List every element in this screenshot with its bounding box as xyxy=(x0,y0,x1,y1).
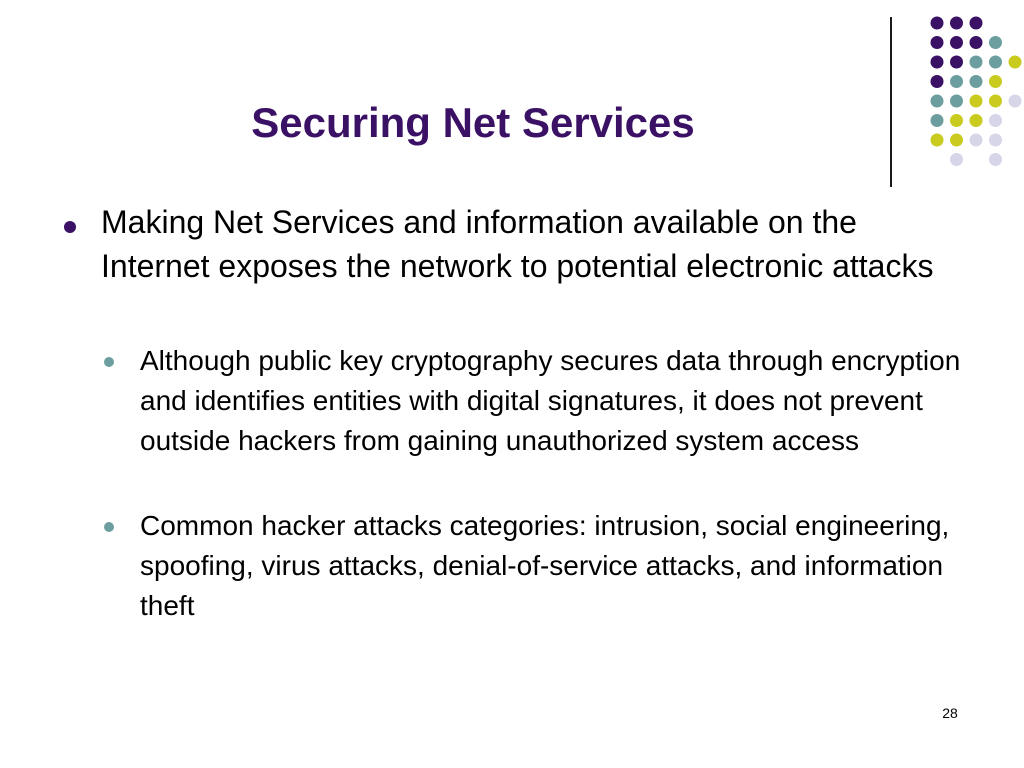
sub-bullet-item: Common hacker attacks categories: intrusion, social engineering, spoofing, virus attacks, denial-of-service attacks, and information theft xyxy=(140,510,950,621)
page-number: 28 xyxy=(942,705,958,721)
slide-title: Securing Net Services xyxy=(251,99,695,146)
bullet-item: Making Net Services and information available on the Internet exposes the network to potential electronic attacks xyxy=(101,204,934,284)
sub-bullet-item: Although public key cryptography secures data through encryption and identifies entities with digital signatures, it does not prevent outside hackers from gaining unauthorized system access xyxy=(140,345,961,456)
sub-bullet-icon xyxy=(104,522,114,532)
sub-bullet-icon xyxy=(104,357,114,367)
bullet-icon xyxy=(64,221,76,233)
